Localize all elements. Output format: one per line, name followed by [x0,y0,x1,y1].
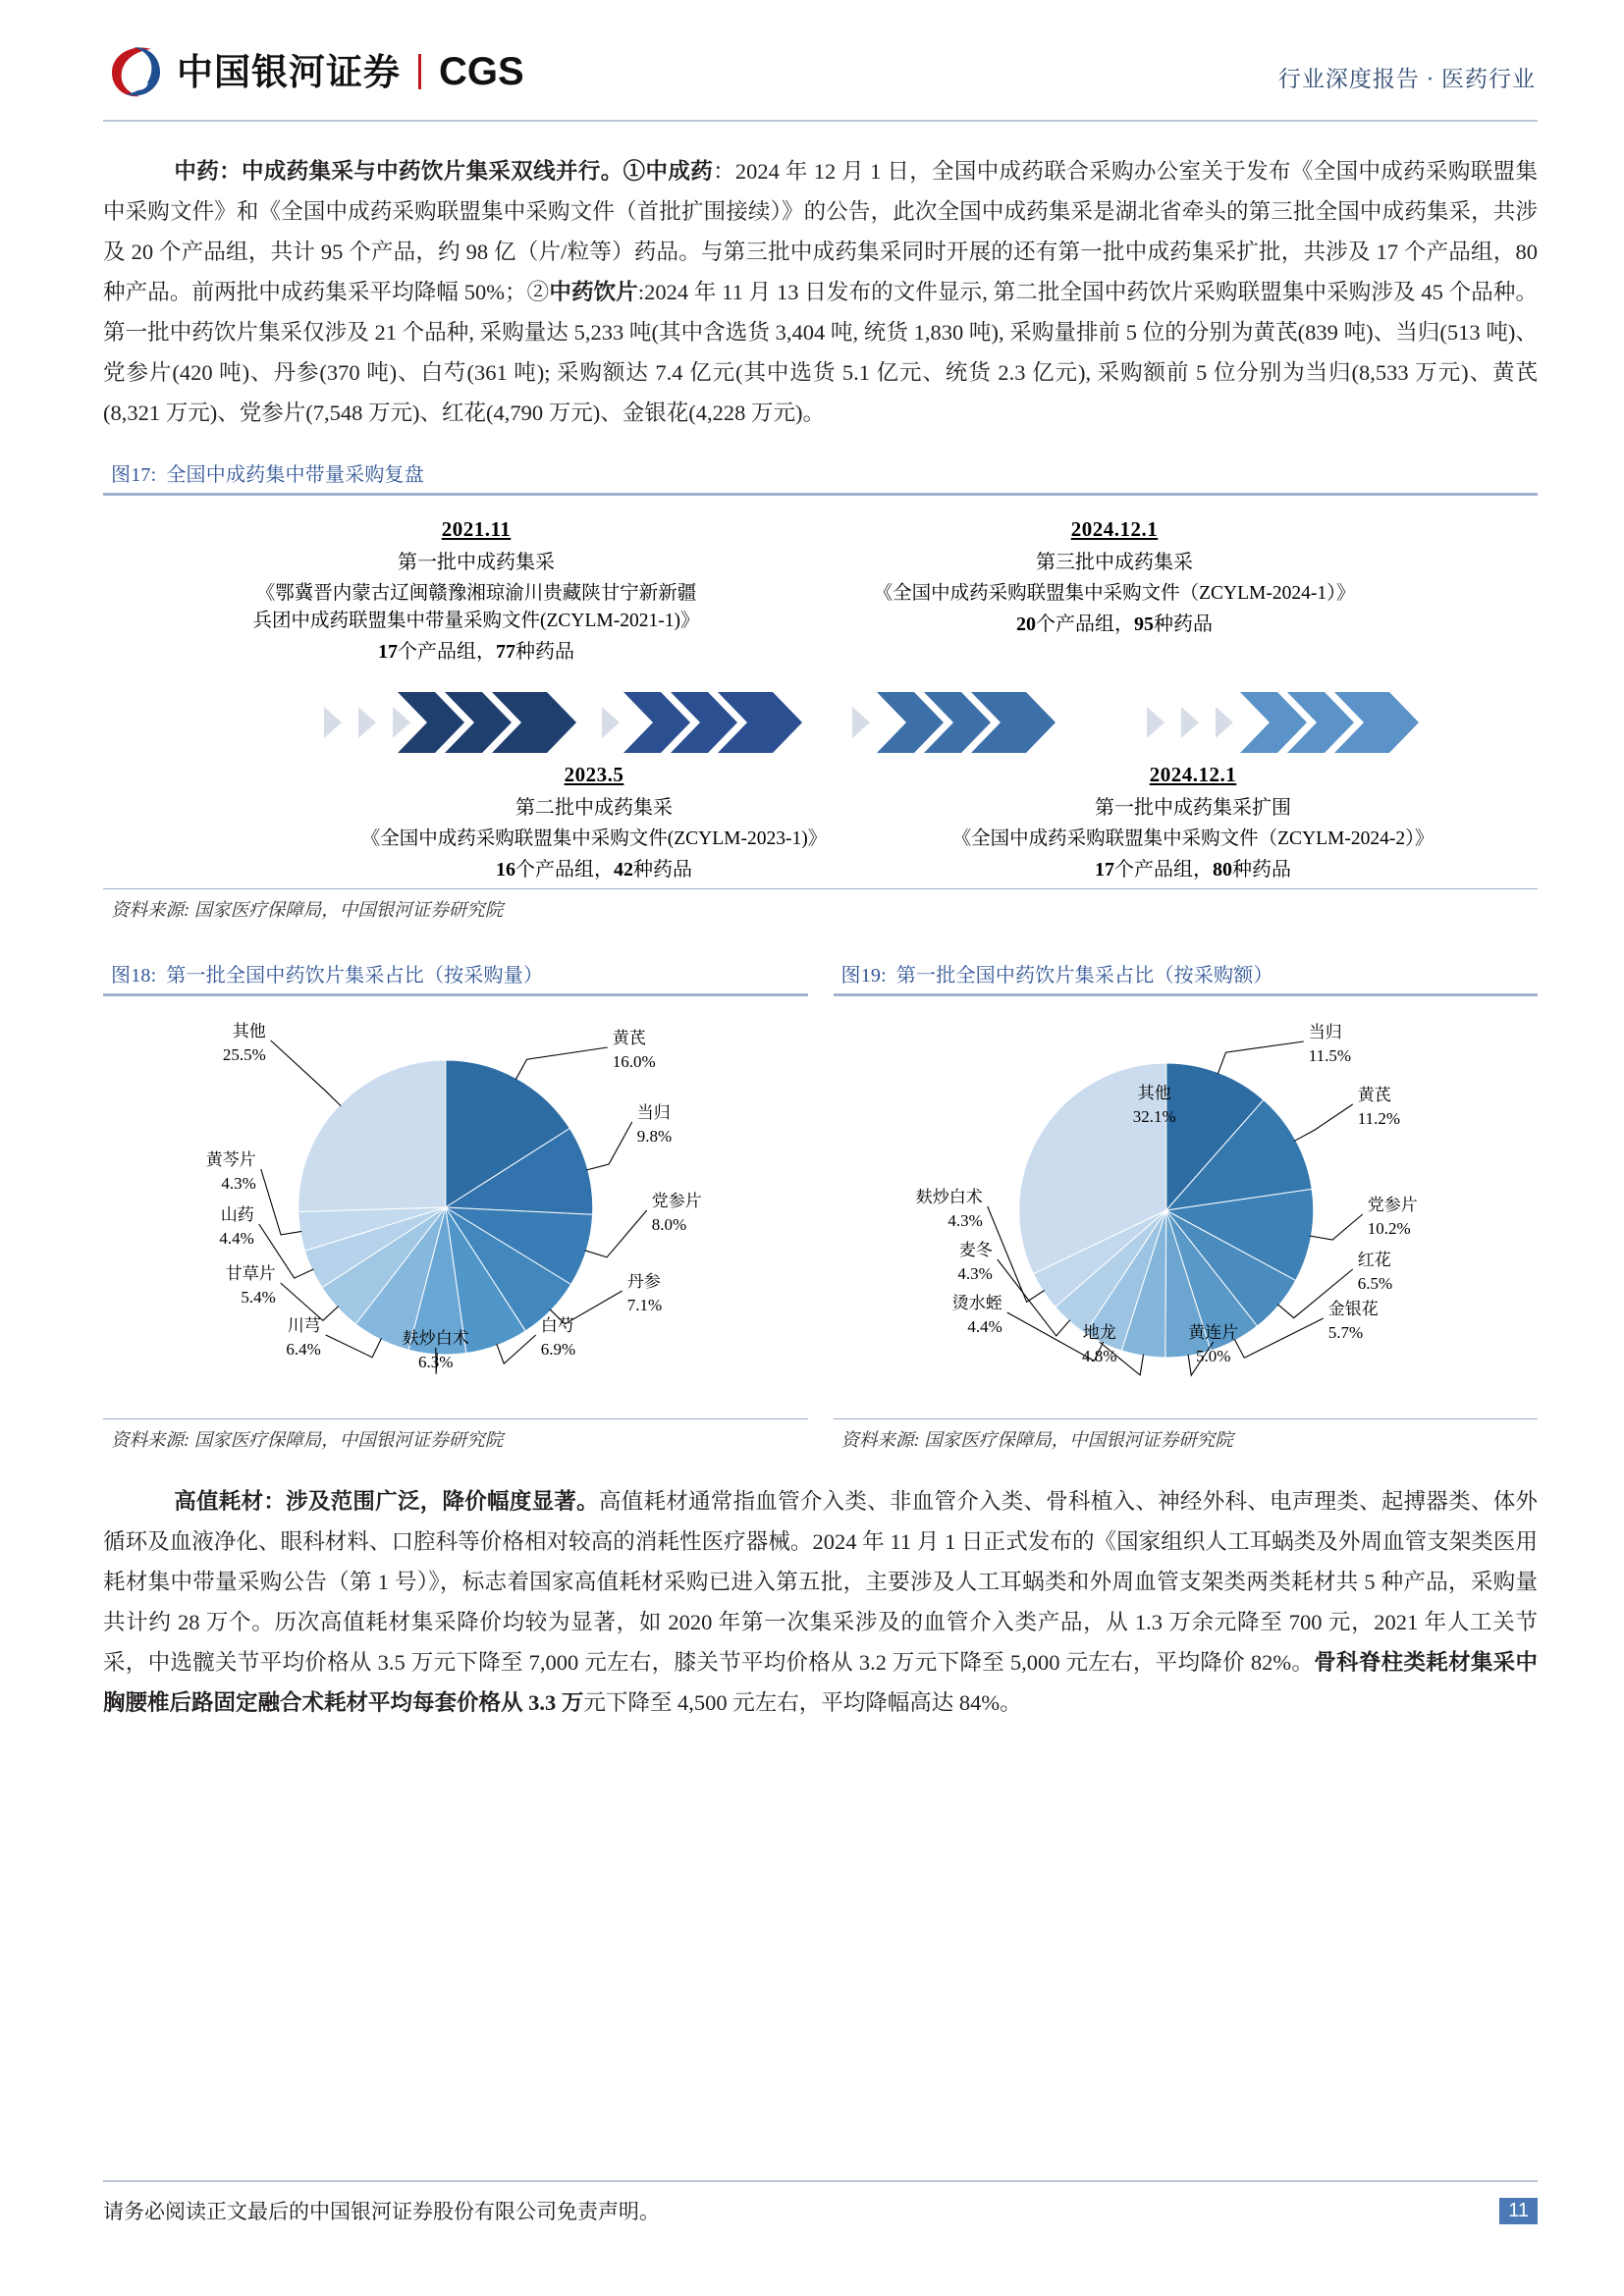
pie-slice-value: 32.1% [1132,1107,1176,1126]
para2-lead: 高值耗材：涉及范围广泛，降价幅度显著。 [174,1489,599,1514]
pie-slice-value: 4.4% [219,1229,254,1248]
figure-18-source: 资料来源: 国家医疗保障局，中国银河证券研究院 [111,1431,504,1451]
pie-slice-value: 7.1% [626,1296,663,1314]
pie-slice-value: 6.5% [1357,1274,1392,1293]
galaxy-logo-icon [106,41,167,102]
milestone-2-doc-line1: 《全国中成药采购联盟集中采购文件(ZCYLM-2023-1)》 [360,828,828,849]
pie-slice-value: 5.0% [1195,1347,1230,1365]
milestone-1-doc-line2: 兵团中成药联盟集中带量采购文件(ZCYLM-2021-1)》 [252,611,700,631]
figure-19-title: 第一批全国中药饮片集采占比（按采购额） [895,965,1273,987]
pie-slice-label: 丹参 [626,1272,661,1291]
milestone-1-drugs: 77 [496,641,515,663]
header-rule [103,120,1538,122]
milestone-4-counts [849,853,1537,881]
para1-body: ：2024 年 12 月 1 日，全国中成药联合采购办公室关于发布《全国中成药采购联盟集中采购文件》和《全国中成药采购联盟集中采购文件（首批扩围接续）》的公告，此次全国中成药集采是湖北省牵头的第三批全国中成药集采，共涉及 20 个产品组，共计 95 个产品，约 98 亿（片/粒等）药品。与第三批中成药集采同时开展的还有第一批中成药集采扩批，共涉及 17 个产品组，80 种产品。前两批中成药集采平均降幅 50%；② [103,159,1538,304]
timeline-milestone-2 [260,763,928,881]
milestone-2-batch: 第二批中成药集采 [515,797,673,819]
milestone-2-date: 2023.5 [564,763,624,786]
pie-slice-value: 4.3% [956,1264,993,1283]
pie-figures-row [103,955,1538,1456]
pie-slice-value: 4.3% [947,1211,983,1230]
figure-19 [834,955,1539,1456]
milestone-4-groups: 17 [1095,859,1114,881]
milestone-3-groups-unit: 个产品组， [1036,614,1134,635]
pie-slice-label: 地龙 [1082,1323,1116,1342]
pie-slice-label: 当归 [1308,1023,1342,1041]
milestone-1-batch: 第一批中成药集采 [398,552,555,573]
pie-slice-value: 5.7% [1327,1323,1363,1342]
para1-lead: 中药：中成药集采与中药饮片集采双线并行。①中成药 [174,159,714,184]
milestone-1-drugs-unit: 种药品 [515,641,574,663]
milestone-1-counts [201,635,751,664]
milestone-4-drugs-unit: 种药品 [1232,859,1291,881]
milestone-3-batch: 第三批中成药集采 [1036,552,1193,573]
pie-leader-line [271,1041,341,1106]
milestone-4-drugs: 80 [1213,859,1232,881]
pie-slice-value: 6.3% [418,1353,454,1371]
pie-slice-label: 黄芩片 [205,1150,256,1169]
pie-slice-value: 11.5% [1308,1046,1351,1065]
paragraph-tcm [103,151,1538,433]
pie-slice-label: 其他 [1137,1084,1171,1102]
brand-divider [418,54,421,89]
pie-leader-line [585,1210,647,1257]
pie-leader-line [1218,1041,1304,1074]
pie-slice-label: 金银花 [1327,1300,1379,1318]
pie-leader-line [1294,1104,1352,1141]
pie-slice-label: 党参片 [651,1192,702,1210]
milestone-2-groups-unit: 个产品组， [515,859,614,881]
page-number: 11 [1499,2198,1538,2224]
pie-slice-label: 烫水蛭 [951,1294,1002,1312]
para2-bold2: 骨科脊柱类耗材集采中胸腰椎后路固定融合术耗材平均每套价格从 3.3 万 [103,1650,1538,1715]
pie-leader-line [261,1169,302,1235]
milestone-3-date: 2024.12.1 [1070,517,1159,541]
pie-slice-value: 11.2% [1357,1109,1400,1128]
figure-18-chart [103,996,808,1418]
pie-slice-value: 9.8% [636,1127,673,1146]
milestone-3-groups: 20 [1016,614,1036,635]
para1-body2: :2024 年 11 月 13 日发布的文件显示, 第二批全国中药饮片采购联盟集中采购涉及 45 个品种。第一批中药饮片集采仅涉及 21 个品种, 采购量达 5,233 吨(其中含选货 3,404 吨, 统货 1,830 吨), 采购量排前 5 位的分别为黄芪(839 吨)、当归(513 吨)、党参片(420 吨)、丹参(370 吨)、白芍(361 吨); 采购额达 7.4 亿元(其中选货 5.1 亿元、统货 2.3 亿元), 采购额前 5 位分别为当归(8,533 万元)、黄芪(8,321 万元)、党参片(7,548 万元)、红花(4,790 万元)、金银花(4,228 万元)。 [103,280,1538,425]
pie-slice-label: 当归 [636,1103,671,1122]
pie-slice-value: 4.8% [1081,1347,1116,1365]
pie-slice-value: 6.4% [286,1340,321,1359]
company-logo [106,41,524,102]
figure-18 [103,955,808,1456]
page-content [0,151,1624,1723]
milestone-2-counts [260,853,928,881]
brand-name-cn: 中国银河证券 [177,51,401,92]
pie-slice-label: 麸炒白术 [915,1188,983,1206]
milestone-4-doc-line1: 《全国中成药采购联盟集中采购文件（ZCYLM-2024-2）》 [951,828,1435,849]
milestone-4-batch: 第一批中成药集采扩围 [1095,797,1291,819]
milestone-4-date: 2024.12.1 [1149,763,1237,786]
figure-17-timeline [103,496,1538,888]
milestone-1-doc-line1: 《鄂冀晋内蒙古辽闽赣豫湘琼渝川贵藏陕甘宁新新疆 [255,583,697,604]
figure-19-number: 图19: [840,965,887,987]
pie-slice-value: 25.5% [222,1045,266,1064]
figure-17 [103,454,1538,926]
pie-slice [298,1060,446,1211]
milestone-1-groups-unit: 个产品组， [398,641,496,663]
pie-slice-value: 5.4% [241,1288,276,1307]
pie-leader-line [515,1047,608,1080]
pie-slice-value: 8.0% [651,1215,687,1234]
pie-slice-label: 红花 [1357,1251,1391,1269]
figure-18-title: 第一批全国中药饮片集采占比（按采购量） [166,965,544,987]
page-footer [103,2180,1538,2225]
milestone-3-drugs: 95 [1134,614,1154,635]
pie-slice-label: 麸炒白术 [402,1329,469,1348]
page-header [0,0,1624,118]
pie-slice-value: 10.2% [1367,1219,1411,1238]
pie-slice-label: 黄连片 [1187,1323,1238,1342]
milestone-2-drugs: 42 [614,859,633,881]
milestone-2-groups: 16 [496,859,515,881]
footer-disclaimer: 请务必阅读正文最后的中国银河证券股份有限公司免责声明。 [103,2200,660,2223]
pie-slice-label: 黄芪 [612,1029,646,1047]
pie-slice-label: 白芍 [540,1316,574,1335]
paragraph-consumables [103,1481,1538,1723]
pie-slice-value: 4.4% [966,1317,1002,1336]
figure-18-caption [103,955,808,993]
pie-slice-label: 川芎 [287,1316,321,1335]
milestone-3-drugs-unit: 种药品 [1154,614,1213,635]
pie-slice-value: 6.9% [540,1340,576,1359]
figure-19-chart [834,996,1539,1418]
pie-slice-value: 4.3% [221,1174,256,1193]
figure-17-title: 全国中成药集中带量采购复盘 [166,464,424,486]
para1-bold2: 中药饮片 [549,280,638,304]
pie-slice-label: 党参片 [1367,1196,1418,1214]
timeline-milestone-1 [201,517,751,664]
pie-slice-label: 其他 [232,1022,266,1041]
para2-body2: 元下降至 4,500 元左右，平均降幅高达 84%。 [583,1690,1022,1715]
pie-slice-value: 16.0% [612,1052,656,1071]
brand-name-en: CGS [439,50,524,93]
timeline-milestone-4 [849,763,1537,881]
milestone-3-doc-line1: 《全国中成药采购联盟集中采购文件（ZCYLM-2024-1）》 [873,583,1356,604]
milestone-1-date: 2021.11 [441,517,512,541]
figure-17-source: 资料来源: 国家医疗保障局，中国银河证券研究院 [111,901,504,921]
pie-leader-line [1309,1214,1362,1240]
pie-leader-line [326,1335,382,1358]
pie-slice-label: 麦冬 [958,1241,993,1259]
report-category-label: 行业深度报告 · 医药行业 [1277,67,1536,91]
timeline-milestone-3 [692,517,1537,636]
milestone-1-groups: 17 [378,641,398,663]
figure-18-number: 图18: [111,965,157,987]
milestone-3-counts [692,608,1537,636]
milestone-2-drugs-unit: 种药品 [633,859,692,881]
figure-17-number: 图17: [111,464,157,486]
para2-body: 高值耗材通常指血管介入类、非血管介入类、骨科植入、神经外科、电声理类、起搏器类、体外循环及血液净化、眼科材料、口腔科等价格相对较高的消耗性医疗器械。2024 年 11 月 1 日正式发布的《国家组织人工耳蜗类及外周血管支架类医用耗材集中带量采购公告（第 1 号）》，标志着国家高值耗材采购已进入第五批，主要涉及人工耳蜗类和外周血管支架类两类耗材共 5 种产品，采购量共计约 28 万个。历次高值耗材集采降价均较为显著，如 2020 年第一次集采涉及的血管介入类产品，从 1.3 万余元降至 700 元，2021 年人工关节采，中选髋关节平均价格从 3.5 万元下降至 7,000 元左右，膝关节平均价格从 3.2 万元下降至 5,000 元左右，平均降价 82%。 [103,1489,1538,1675]
figure-17-caption [103,454,1538,493]
figure-19-caption [834,955,1539,993]
figure-19-source: 资料来源: 国家医疗保障局，中国银河证券研究院 [840,1431,1233,1451]
pie-leader-line [586,1122,632,1170]
pie-slice-label: 甘草片 [225,1264,276,1283]
pie-slice-label: 山药 [220,1205,254,1224]
milestone-4-groups-unit: 个产品组， [1114,859,1213,881]
pie-slice-label: 黄芪 [1357,1086,1391,1104]
